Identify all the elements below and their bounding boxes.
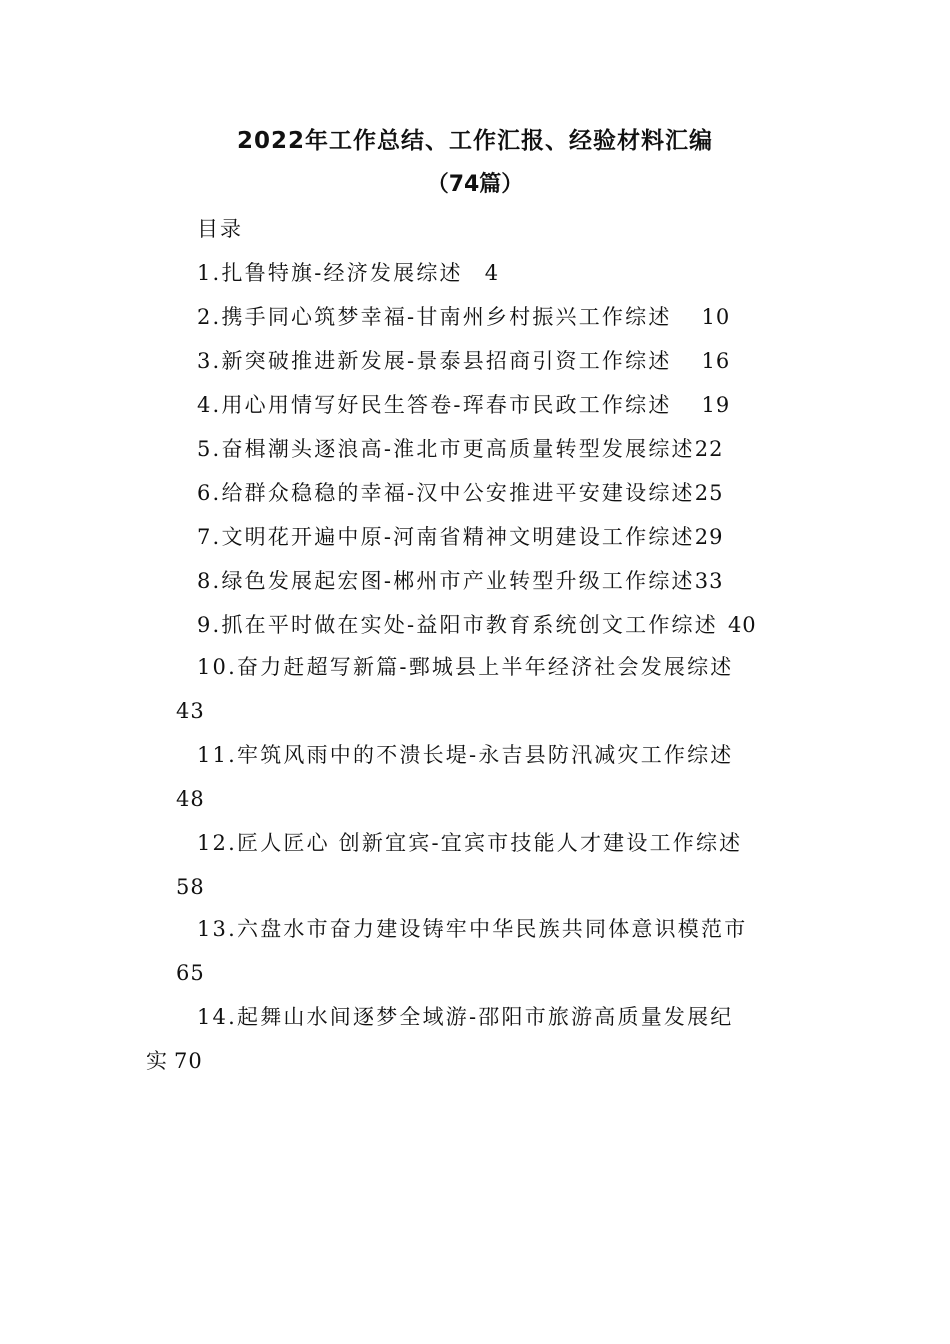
toc-entry-title: 扎鲁特旗-经济发展综述 xyxy=(221,261,463,285)
toc-entry-title: 牢筑风雨中的不溃长堤-永吉县防汛减灾工作综述 xyxy=(237,743,734,767)
toc-entry-page: 16 xyxy=(701,349,731,373)
document-subtitle: （74篇） xyxy=(426,172,524,197)
toc-entry-title: 用心用情写好民生答卷-珲春市民政工作综述 xyxy=(221,393,672,417)
toc-entry-title: 奋楫潮头逐浪高-淮北市更高质量转型发展综述 xyxy=(221,437,695,461)
toc-entry[interactable] xyxy=(197,564,723,598)
toc-entry-number: 6. xyxy=(197,481,222,505)
toc-entry-title-wrap: 实 xyxy=(146,1049,168,1073)
toc-entry-number: 3. xyxy=(197,349,222,373)
toc-entry-number: 12. xyxy=(197,831,237,855)
toc-entry-title: 奋力赶超写新篇-鄄城县上半年经济社会发展综述 xyxy=(237,655,734,679)
toc-entry-page: 70 xyxy=(174,1049,203,1073)
toc-entry-title: 携手同心筑梦幸福-甘南州乡村振兴工作综述 xyxy=(221,305,672,329)
toc-entry-page: 33 xyxy=(694,569,724,593)
toc-entry-number: 5. xyxy=(197,437,222,461)
toc-entry[interactable] xyxy=(197,476,723,510)
toc-entry[interactable] xyxy=(197,738,734,772)
toc-entry-page: 29 xyxy=(694,525,724,549)
toc-entry[interactable] xyxy=(197,388,730,422)
toc-entry-page: 10 xyxy=(701,305,731,329)
toc-entry-page: 43 xyxy=(176,699,205,723)
toc-entry[interactable] xyxy=(197,1000,734,1034)
toc-entry-number: 2. xyxy=(197,305,222,329)
toc-entry-title: 给群众稳稳的幸福-汉中公安推进平安建设综述 xyxy=(221,481,695,505)
toc-entry-page: 25 xyxy=(694,481,724,505)
toc-entry-continuation xyxy=(146,1044,203,1078)
toc-entry[interactable] xyxy=(197,256,499,290)
toc-entry-number: 13. xyxy=(197,917,237,941)
toc-entry[interactable] xyxy=(197,650,734,684)
toc-entry[interactable] xyxy=(197,826,742,860)
toc-entry[interactable] xyxy=(197,912,747,946)
toc-entry-page: 48 xyxy=(176,787,205,811)
toc-entry-title: 绿色发展起宏图-郴州市产业转型升级工作综述 xyxy=(221,569,695,593)
toc-entry-number: 4. xyxy=(197,393,222,417)
toc-entry-title: 匠人匠心 创新宜宾-宜宾市技能人才建设工作综述 xyxy=(237,831,743,855)
toc-entry-number: 7. xyxy=(197,525,222,549)
toc-entry-number: 11. xyxy=(197,743,237,767)
toc-entry[interactable] xyxy=(197,432,723,466)
toc-entry-number: 9. xyxy=(197,613,222,637)
document-title: 2022年工作总结、工作汇报、经验材料汇编 xyxy=(236,128,713,154)
toc-entry-page: 19 xyxy=(701,393,731,417)
toc-entry-title: 新突破推进新发展-景泰县招商引资工作综述 xyxy=(221,349,672,373)
toc-entry-title: 起舞山水间逐梦全域游-邵阳市旅游高质量发展纪 xyxy=(237,1005,734,1029)
toc-entry-page: 22 xyxy=(694,437,724,461)
toc-entry[interactable] xyxy=(197,608,757,642)
toc-heading: 目录 xyxy=(197,217,243,241)
toc-entry[interactable] xyxy=(197,300,730,334)
toc-entry-number: 1. xyxy=(197,261,222,285)
toc-entry-title: 文明花开遍中原-河南省精神文明建设工作综述 xyxy=(221,525,695,549)
toc-entry-page: 40 xyxy=(727,613,757,637)
toc-entry-title: 六盘水市奋力建设铸牢中华民族共同体意识模范市 xyxy=(237,917,748,941)
toc-entry[interactable] xyxy=(197,344,730,378)
toc-entry-page: 4 xyxy=(484,261,500,285)
toc-entry[interactable] xyxy=(197,520,723,554)
toc-entry-number: 14. xyxy=(197,1005,237,1029)
toc-entry-page: 58 xyxy=(176,875,205,899)
toc-entry-number: 8. xyxy=(197,569,222,593)
toc-entry-number: 10. xyxy=(197,655,237,679)
toc-entry-title: 抓在平时做在实处-益阳市教育系统创文工作综述 xyxy=(221,613,718,637)
toc-entry-page: 65 xyxy=(176,961,205,985)
